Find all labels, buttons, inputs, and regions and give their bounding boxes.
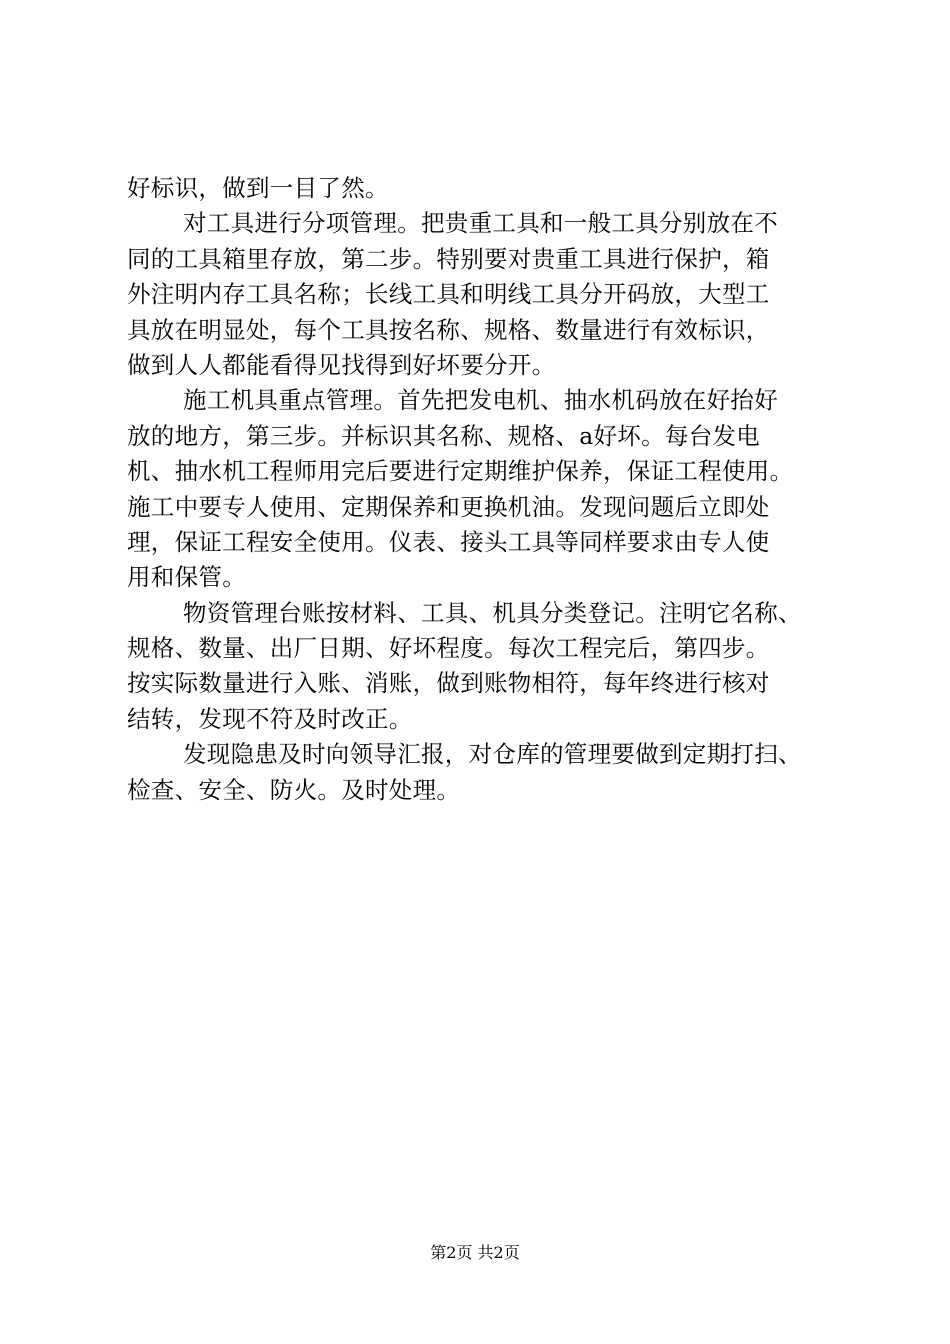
text-line: 检查、安全、防火。及时处理。	[127, 775, 461, 804]
text-line: 规格、数量、出厂日期、好坏程度。每次工程完后，第四步。	[127, 634, 770, 663]
paragraph-first-line: 物资管理台账按材料、工具、机具分类登记。注明它名称、	[183, 598, 802, 627]
page-number-footer: 第2页 共2页	[430, 1243, 520, 1262]
text-line: 机、抽水机工程师用完后要进行定期维护保养，保证工程使用。	[127, 457, 794, 486]
text-line: 按实际数量进行入账、消账，做到账物相符，每年终进行核对	[127, 669, 770, 698]
paragraph-first-line: 对工具进行分项管理。把贵重工具和一般工具分别放在不	[183, 209, 778, 238]
document-body	[127, 171, 831, 808]
text-line: 结转，发现不符及时改正。	[127, 704, 413, 733]
paragraph-first-line: 发现隐患及时向领导汇报，对仓库的管理要做到定期打扫、	[183, 740, 802, 769]
text-line: 用和保管。	[127, 563, 246, 592]
paragraph-first-line: 施工机具重点管理。首先把发电机、抽水机码放在好抬好	[183, 386, 778, 415]
text-line: 放的地方，第三步。并标识其名称、规格、a好坏。每台发电	[127, 421, 761, 450]
text-line: 施工中要专人使用、定期保养和更换机油。发现问题后立即处	[127, 492, 770, 521]
text-line: 具放在明显处，每个工具按名称、规格、数量进行有效标识，	[127, 315, 770, 344]
text-line: 好标识，做到一目了然。	[127, 174, 389, 202]
text-line: 外注明内存工具名称；长线工具和明线工具分开码放，大型工	[127, 280, 770, 309]
text-line: 理，保证工程安全使用。仪表、接头工具等同样要求由专人使	[127, 527, 770, 556]
text-line: 做到人人都能看得见找得到好坏要分开。	[127, 350, 556, 379]
text-line: 同的工具箱里存放，第二步。特别要对贵重工具进行保护，箱	[127, 244, 770, 273]
